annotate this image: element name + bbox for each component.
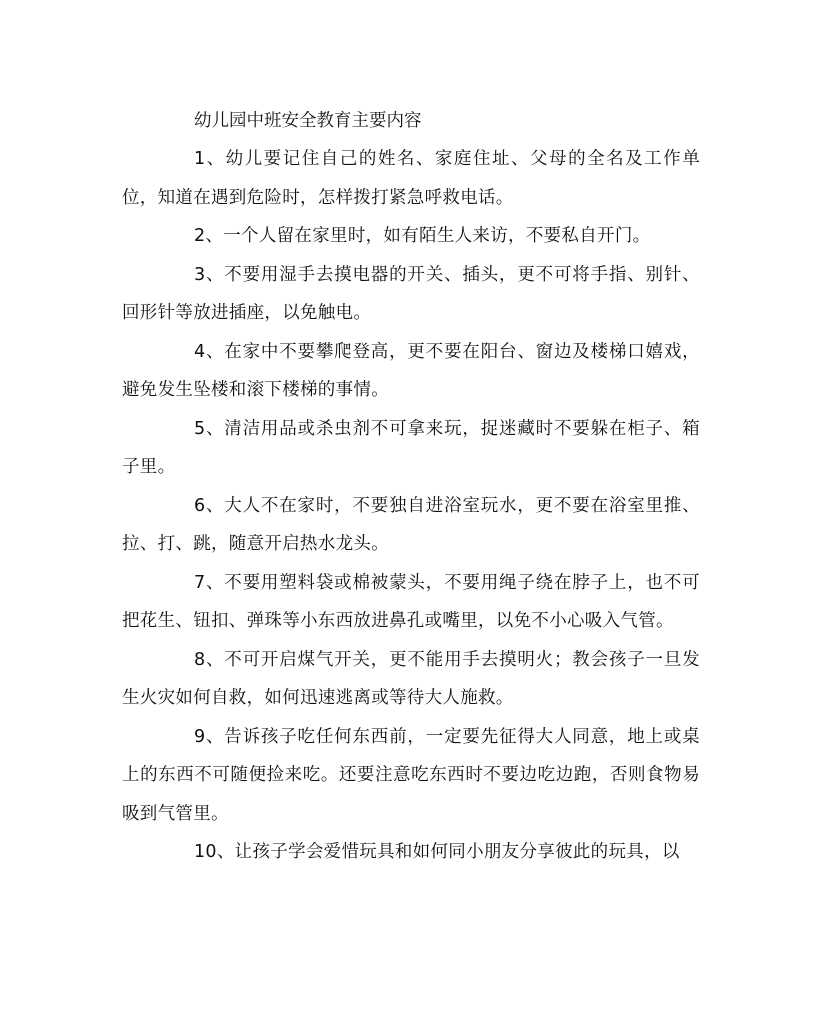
paragraph-6: 6、大人不在家时，不要独自进浴室玩水，更不要在浴室里推、拉、打、跳，随意开启热水龙头。 <box>122 495 700 554</box>
paragraph-7: 7、不要用塑料袋或棉被蒙头，不要用绳子绕在脖子上，也不可把花生、钮扣、弹珠等小东西放进鼻孔或嘴里，以免不小心吸入气管。 <box>122 572 700 631</box>
paragraph-8: 8、不可开启煤气开关，更不能用手去摸明火；教会孩子一旦发生火灾如何自救，如何迅速逃离或等待大人施救。 <box>122 649 700 708</box>
paragraph-9: 9、告诉孩子吃任何东西前，一定要先征得大人同意，地上或桌上的东西不可随便捡来吃。还要注意吃东西时不要边吃边跑，否则食物易吸到气管里。 <box>122 726 700 824</box>
paragraph-4: 4、在家中不要攀爬登高，更不要在阳台、窗边及楼梯口嬉戏，避免发生坠楼和滚下楼梯的事情。 <box>122 341 700 400</box>
paragraph-10: 10、让孩子学会爱惜玩具和如何同小朋友分享彼此的玩具，以 <box>194 842 680 862</box>
paragraph-1: 1、幼儿要记住自己的姓名、家庭住址、父母的全名及工作单位，知道在遇到危险时，怎样拨打紧急呼救电话。 <box>122 149 700 208</box>
document-title: 幼儿园中班安全教育主要内容 <box>194 111 422 131</box>
paragraph-3: 3、不要用湿手去摸电器的开关、插头，更不可将手指、别针、回形针等放进插座，以免触电。 <box>122 264 700 323</box>
paragraph-2: 2、一个人留在家里时，如有陌生人来访，不要私自开门。 <box>194 226 651 246</box>
paragraph-5: 5、清洁用品或杀虫剂不可拿来玩，捉迷藏时不要躲在柜子、箱子里。 <box>122 418 700 477</box>
document-body <box>122 102 700 872</box>
